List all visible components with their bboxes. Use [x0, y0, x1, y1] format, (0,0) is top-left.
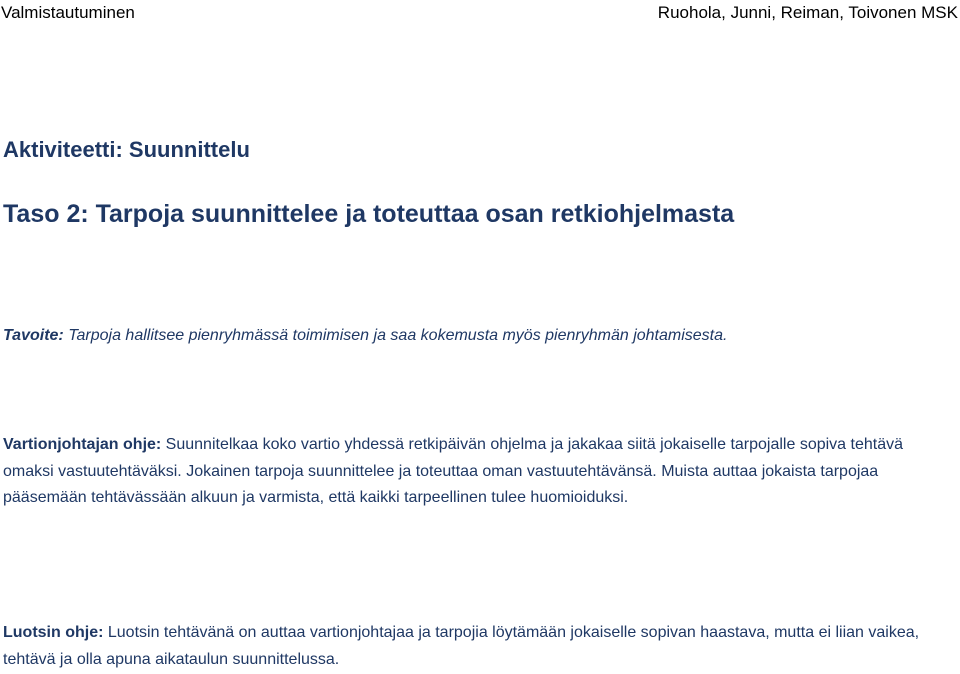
level-title: Taso 2: Tarpoja suunnittelee ja toteuttaa osan retkiohjelmasta: [3, 200, 735, 228]
activity-title: Aktiviteetti: Suunnittelu: [3, 137, 250, 162]
header-left-text: Valmistautuminen: [1, 3, 135, 22]
leader-instruction-text: Suunnitelkaa koko vartio yhdessä retkipäivän ohjelma ja jakakaa siitä jokaiselle tarpojalle sopiva tehtävä omaksi vastuutehtäväksi. Jokainen tarpoja suunnittelee ja toteuttaa oman vastuutehtävänsä. Muista auttaa jokaista tarpojaa pääsemään tehtävässään alkuun ja varmista, että kaikki tarpeellinen tulee huomioiduksi.: [3, 436, 903, 506]
pilot-instruction-paragraph: [3, 620, 943, 673]
pilot-instruction-label: Luotsin ohje:: [3, 624, 104, 641]
goal-label: Tavoite:: [3, 327, 64, 344]
leader-instruction-paragraph: [3, 432, 928, 512]
pilot-instruction-text: Luotsin tehtävänä on auttaa vartionjohtajaa ja tarpojia löytämään jokaiselle sopivan haastava, mutta ei liian vaikea, tehtävä ja olla apuna aikataulun suunnittelussa.: [3, 624, 920, 668]
header-authors: Ruohola, Junni, Reiman, Toivonen MSK: [657, 3, 958, 22]
goal-text: Tarpoja hallitsee pienryhmässä toimimisen ja saa kokemusta myös pienryhmän johtamisesta.: [63, 327, 728, 344]
leader-instruction-label: Vartionjohtajan ohje:: [3, 436, 162, 453]
goal-paragraph: [3, 325, 953, 347]
